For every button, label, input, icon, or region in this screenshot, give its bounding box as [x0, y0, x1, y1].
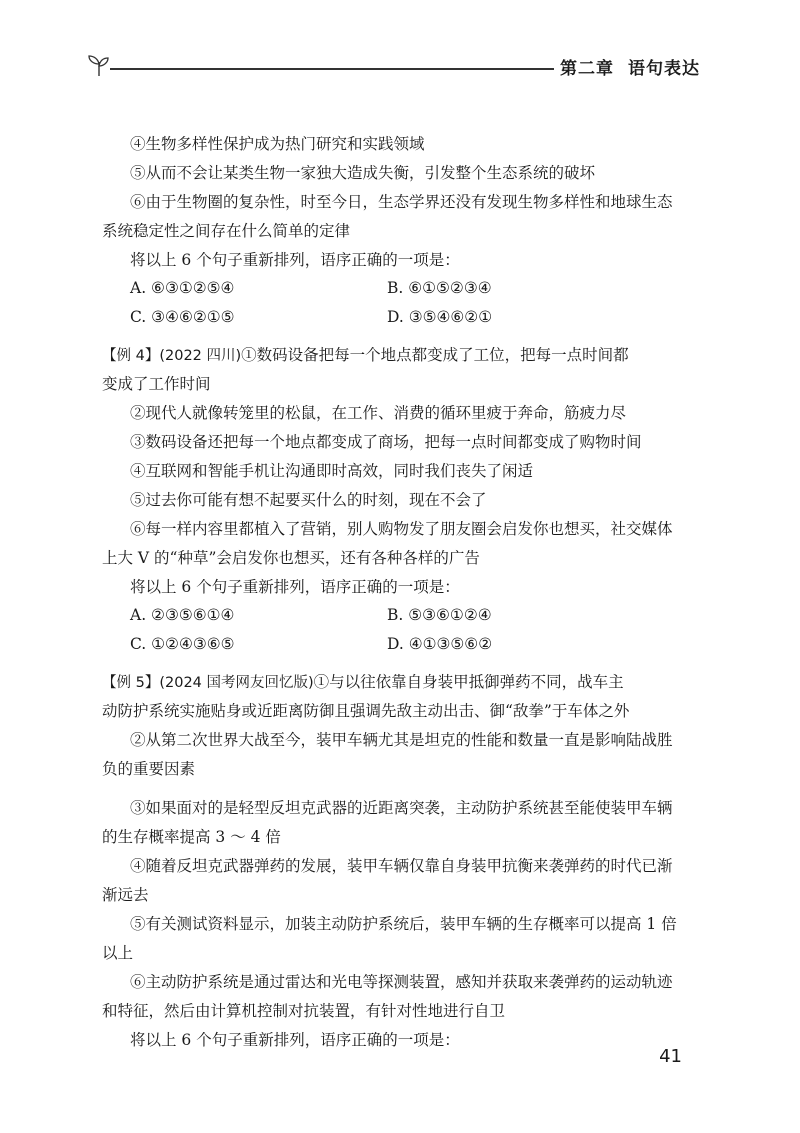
example-4-prompt: 将以上 6 个句子重新排列，语序正确的一项是： [130, 578, 460, 596]
sentence-6-line-1: ⑥由于生物圈的复杂性，时至今日，生态学界还没有发现生物多样性和地球生态 [130, 193, 673, 211]
option-a: A. ⑥③①②⑤④ [130, 279, 235, 297]
example-4-option-c: C. ①②④③⑥⑤ [130, 635, 235, 653]
example-5-sentence-6-line-1: ⑥主动防护系统是通过雷达和光电等探测装置，感知并获取来袭弹药的运动轨迹 [130, 973, 673, 991]
option-b: B. ⑥①⑤②③④ [387, 279, 492, 297]
example-4-sentence-6-line-1: ⑥每一样内容里都植入了营销，别人购物发了朋友圈会启发你也想买，社交媒体 [130, 520, 673, 538]
example-5-sentence-2-line-2: 负的重要因素 [102, 760, 196, 778]
example-5-sentence-1-line-2: 动防护系统实施贴身或近距离防御且强调先敌主动出击、御“敌拳”于车体之外 [102, 702, 630, 720]
example-4-tag: 【例 4】(2022 四川) [102, 348, 242, 364]
example-4-option-a: A. ②③⑤⑥①④ [130, 606, 235, 624]
example-4-option-d: D. ④①③⑤⑥② [387, 635, 493, 653]
example-5-sentence-5-line-1: ⑤有关测试资料显示，加装主动防护系统后，装甲车辆的生存概率可以提高 1 倍 [130, 915, 677, 933]
example-5-prompt: 将以上 6 个句子重新排列，语序正确的一项是： [130, 1031, 460, 1049]
question-prompt: 将以上 6 个句子重新排列，语序正确的一项是： [130, 251, 460, 269]
example-4-sentence-1-line-2: 变成了工作时间 [102, 375, 211, 393]
example-5-tag: 【例 5】(2024 国考网友回忆版) [102, 675, 314, 691]
example-4-sentence-4: ④互联网和智能手机让沟通即时高效，同时我们丧失了闲适 [130, 462, 534, 480]
example-4-sentence-6-line-2: 上大 V 的“种草”会启发你也想买，还有各种各样的广告 [102, 549, 480, 567]
sprout-icon [86, 52, 112, 78]
page-number: 41 [659, 1046, 682, 1067]
example-5-sentence-3-line-2: 的生存概率提高 3 ～ 4 倍 [102, 828, 281, 846]
chapter-number: 第二章 [560, 59, 614, 79]
example-5-sentence-1-line-1: ①与以往依靠自身装甲抵御弹药不同，战车主 [313, 673, 624, 691]
option-d: D. ③⑤④⑥②① [387, 308, 493, 326]
example-5-first-line [102, 671, 624, 694]
example-4-first-line [102, 344, 629, 367]
example-5-sentence-5-line-2: 以上 [102, 944, 134, 962]
example-4-sentence-2: ②现代人就像转笼里的松鼠，在工作、消费的循环里疲于奔命，筋疲力尽 [130, 404, 627, 422]
chapter-heading [534, 54, 700, 79]
example-4-option-b: B. ⑤③⑥①②④ [387, 606, 492, 624]
example-5-sentence-2-line-1: ②从第二次世界大战至今，装甲车辆尤其是坦克的性能和数量一直是影响陆战胜 [130, 731, 673, 749]
example-5-sentence-4-line-1: ④随着反坦克武器弹药的发展，装甲车辆仅靠自身装甲抗衡来袭弹药的时代已渐 [130, 857, 673, 875]
example-4-sentence-1-line-1: ①数码设备把每一个地点都变成了工位，把每一点时间都 [241, 346, 629, 364]
sentence-5: ⑤从而不会让某类生物一家独大造成失衡，引发整个生态系统的破坏 [130, 164, 596, 182]
header-rule [110, 68, 550, 70]
example-5-sentence-3-line-1: ③如果面对的是轻型反坦克武器的近距离突袭，主动防护系统甚至能使装甲车辆 [130, 799, 673, 817]
example-4-sentence-5: ⑤过去你可能有想不起要买什么的时刻，现在不会了 [130, 491, 487, 509]
example-5-sentence-4-line-2: 渐远去 [102, 886, 149, 904]
chapter-separator [534, 68, 554, 70]
option-c: C. ③④⑥②①⑤ [130, 308, 235, 326]
example-4-sentence-3: ③数码设备还把每一个地点都变成了商场，把每一点时间都变成了购物时间 [130, 433, 642, 451]
example-5-sentence-6-line-2: 和特征，然后由计算机控制对抗装置，有针对性地进行自卫 [102, 1002, 506, 1020]
chapter-title: 语句表达 [628, 59, 700, 79]
page-header [86, 52, 700, 78]
sentence-6-line-2: 系统稳定性之间存在什么简单的定律 [102, 222, 351, 240]
sentence-4: ④生物多样性保护成为热门研究和实践领域 [130, 135, 425, 153]
